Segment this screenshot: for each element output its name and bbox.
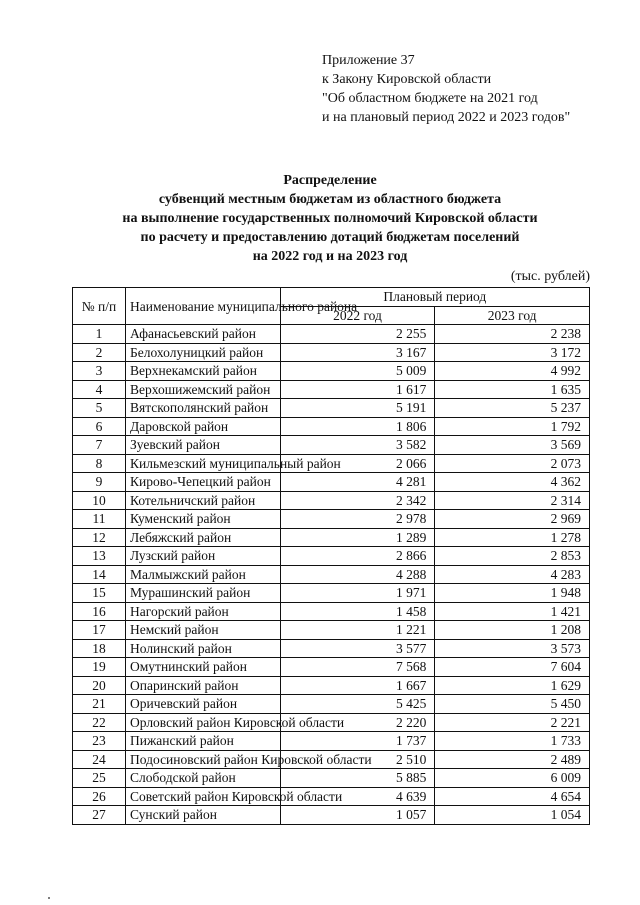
header-period: Плановый период [280,288,589,307]
value-2022-cell: 1 971 [280,584,435,603]
row-number-cell: 23 [73,732,126,751]
row-number-cell: 7 [73,436,126,455]
value-2022-cell: 4 288 [280,565,435,584]
value-2022-cell: 7 568 [280,658,435,677]
row-number-cell: 26 [73,787,126,806]
header-num: № п/п [73,288,126,325]
row-number-cell: 6 [73,417,126,436]
row-number-cell: 2 [73,343,126,362]
title-line: на выполнение государственных полномочий Кировской области [122,211,538,226]
value-2022-cell: 4 639 [280,787,435,806]
table-row [73,676,590,695]
row-number-cell: 18 [73,639,126,658]
appendix-line: "Об областном бюджете на 2021 год [322,91,538,106]
value-2023-cell: 1 054 [435,806,590,825]
row-number-cell: 8 [73,454,126,473]
row-number-cell: 19 [73,658,126,677]
table-row [73,787,590,806]
table-row [73,695,590,714]
value-2023-cell: 6 009 [435,769,590,788]
district-name-cell: Орловский район Кировской области [126,713,281,732]
district-name-cell: Котельничский район [126,491,281,510]
table-row [73,806,590,825]
value-2022-cell: 1 221 [280,621,435,640]
table-row [73,380,590,399]
district-name-cell: Омутнинский район [126,658,281,677]
value-2022-cell: 2 866 [280,547,435,566]
value-2023-cell: 7 604 [435,658,590,677]
row-number-cell: 12 [73,528,126,547]
table-row [73,528,590,547]
value-2022-cell: 5 191 [280,399,435,418]
document-title [60,171,600,266]
value-2022-cell: 5 425 [280,695,435,714]
value-2023-cell: 2 314 [435,491,590,510]
appendix-line: Приложение 37 [322,53,415,68]
table-row [73,602,590,621]
table-row [73,565,590,584]
value-2023-cell: 2 238 [435,325,590,344]
row-number-cell: 4 [73,380,126,399]
district-name-cell: Малмыжский район [126,565,281,584]
value-2022-cell: 1 737 [280,732,435,751]
scan-speck [48,897,50,899]
value-2023-cell: 3 172 [435,343,590,362]
table-row [73,732,590,751]
table-header [73,288,590,325]
row-number-cell: 10 [73,491,126,510]
district-name-cell: Кильмезский муниципальный район [126,454,281,473]
value-2022-cell: 5 009 [280,362,435,381]
value-2023-cell: 3 569 [435,436,590,455]
appendix-line: и на плановый период 2022 и 2023 годов" [322,110,571,125]
value-2022-cell: 4 281 [280,473,435,492]
row-number-cell: 27 [73,806,126,825]
appendix-header [322,51,570,127]
table-row [73,584,590,603]
value-2022-cell: 1 806 [280,417,435,436]
value-2023-cell: 1 208 [435,621,590,640]
district-name-cell: Опаринский район [126,676,281,695]
title-line: на 2022 год и на 2023 год [252,249,408,264]
district-name-cell: Белохолуницкий район [126,343,281,362]
value-2022-cell: 1 617 [280,380,435,399]
row-number-cell: 21 [73,695,126,714]
row-number-cell: 13 [73,547,126,566]
district-name-cell: Зуевский район [126,436,281,455]
value-2023-cell: 2 853 [435,547,590,566]
district-name-cell: Лузский район [126,547,281,566]
row-number-cell: 25 [73,769,126,788]
value-2023-cell: 1 948 [435,584,590,603]
value-2023-cell: 4 362 [435,473,590,492]
table-row [73,417,590,436]
row-number-cell: 24 [73,750,126,769]
district-name-cell: Верхошижемский район [126,380,281,399]
value-2022-cell: 2 220 [280,713,435,732]
district-name-cell: Верхнекамский район [126,362,281,381]
value-2022-cell: 1 057 [280,806,435,825]
row-number-cell: 20 [73,676,126,695]
value-2022-cell: 1 667 [280,676,435,695]
value-2022-cell: 2 510 [280,750,435,769]
district-name-cell: Мурашинский район [126,584,281,603]
table-row [73,713,590,732]
appendix-line: к Закону Кировской области [322,72,492,87]
table-row [73,436,590,455]
header-row [73,288,590,307]
value-2022-cell: 2 342 [280,491,435,510]
row-number-cell: 15 [73,584,126,603]
value-2023-cell: 5 237 [435,399,590,418]
table-row [73,325,590,344]
value-2022-cell: 5 885 [280,769,435,788]
table-row [73,621,590,640]
table-row [73,769,590,788]
row-number-cell: 16 [73,602,126,621]
units-label: (тыс. рублей) [510,269,590,284]
value-2023-cell: 4 283 [435,565,590,584]
table-row [73,750,590,769]
table-row [73,362,590,381]
district-name-cell: Куменский район [126,510,281,529]
value-2023-cell: 4 654 [435,787,590,806]
district-name-cell: Даровской район [126,417,281,436]
value-2022-cell: 3 582 [280,436,435,455]
budget-table [72,287,590,825]
value-2023-cell: 1 421 [435,602,590,621]
district-name-cell: Пижанский район [126,732,281,751]
district-name-cell: Нолинский район [126,639,281,658]
row-number-cell: 1 [73,325,126,344]
district-name-cell: Афанасьевский район [126,325,281,344]
value-2022-cell: 2 255 [280,325,435,344]
row-number-cell: 14 [73,565,126,584]
table-row [73,343,590,362]
value-2023-cell: 4 992 [435,362,590,381]
district-name-cell: Кирово-Чепецкий район [126,473,281,492]
table-row [73,399,590,418]
district-name-cell: Немский район [126,621,281,640]
district-name-cell: Нагорский район [126,602,281,621]
header-year-2023: 2023 год [435,306,590,325]
value-2023-cell: 1 629 [435,676,590,695]
value-2023-cell: 2 489 [435,750,590,769]
district-name-cell: Вятскополянский район [126,399,281,418]
row-number-cell: 3 [73,362,126,381]
district-name-cell: Подосиновский район Кировской области [126,750,281,769]
district-name-cell: Лебяжский район [126,528,281,547]
district-name-cell: Слободской район [126,769,281,788]
district-name-cell: Оричевский район [126,695,281,714]
row-number-cell: 5 [73,399,126,418]
value-2023-cell: 2 969 [435,510,590,529]
value-2022-cell: 2 978 [280,510,435,529]
value-2023-cell: 1 733 [435,732,590,751]
table-row [73,491,590,510]
value-2023-cell: 1 278 [435,528,590,547]
value-2023-cell: 1 792 [435,417,590,436]
value-2023-cell: 3 573 [435,639,590,658]
value-2023-cell: 5 450 [435,695,590,714]
row-number-cell: 17 [73,621,126,640]
value-2023-cell: 2 073 [435,454,590,473]
title-line: субвенций местным бюджетам из областного бюджета [158,192,502,207]
value-2022-cell: 2 066 [280,454,435,473]
district-name-cell: Советский район Кировской области [126,787,281,806]
title-line: по расчету и предоставлению дотаций бюджетам поселений [140,230,520,245]
table-row [73,473,590,492]
table-row [73,658,590,677]
table-row [73,510,590,529]
value-2022-cell: 1 458 [280,602,435,621]
row-number-cell: 11 [73,510,126,529]
title-line: Распределение [283,173,377,188]
header-name: Наименование муниципального района [126,288,281,325]
table-body [73,325,590,825]
header-year-2022: 2022 год [280,306,435,325]
value-2022-cell: 3 167 [280,343,435,362]
district-name-cell: Сунский район [126,806,281,825]
table-row [73,547,590,566]
value-2023-cell: 1 635 [435,380,590,399]
value-2023-cell: 2 221 [435,713,590,732]
table-row [73,454,590,473]
value-2022-cell: 1 289 [280,528,435,547]
value-2022-cell: 3 577 [280,639,435,658]
row-number-cell: 9 [73,473,126,492]
row-number-cell: 22 [73,713,126,732]
table-row [73,639,590,658]
